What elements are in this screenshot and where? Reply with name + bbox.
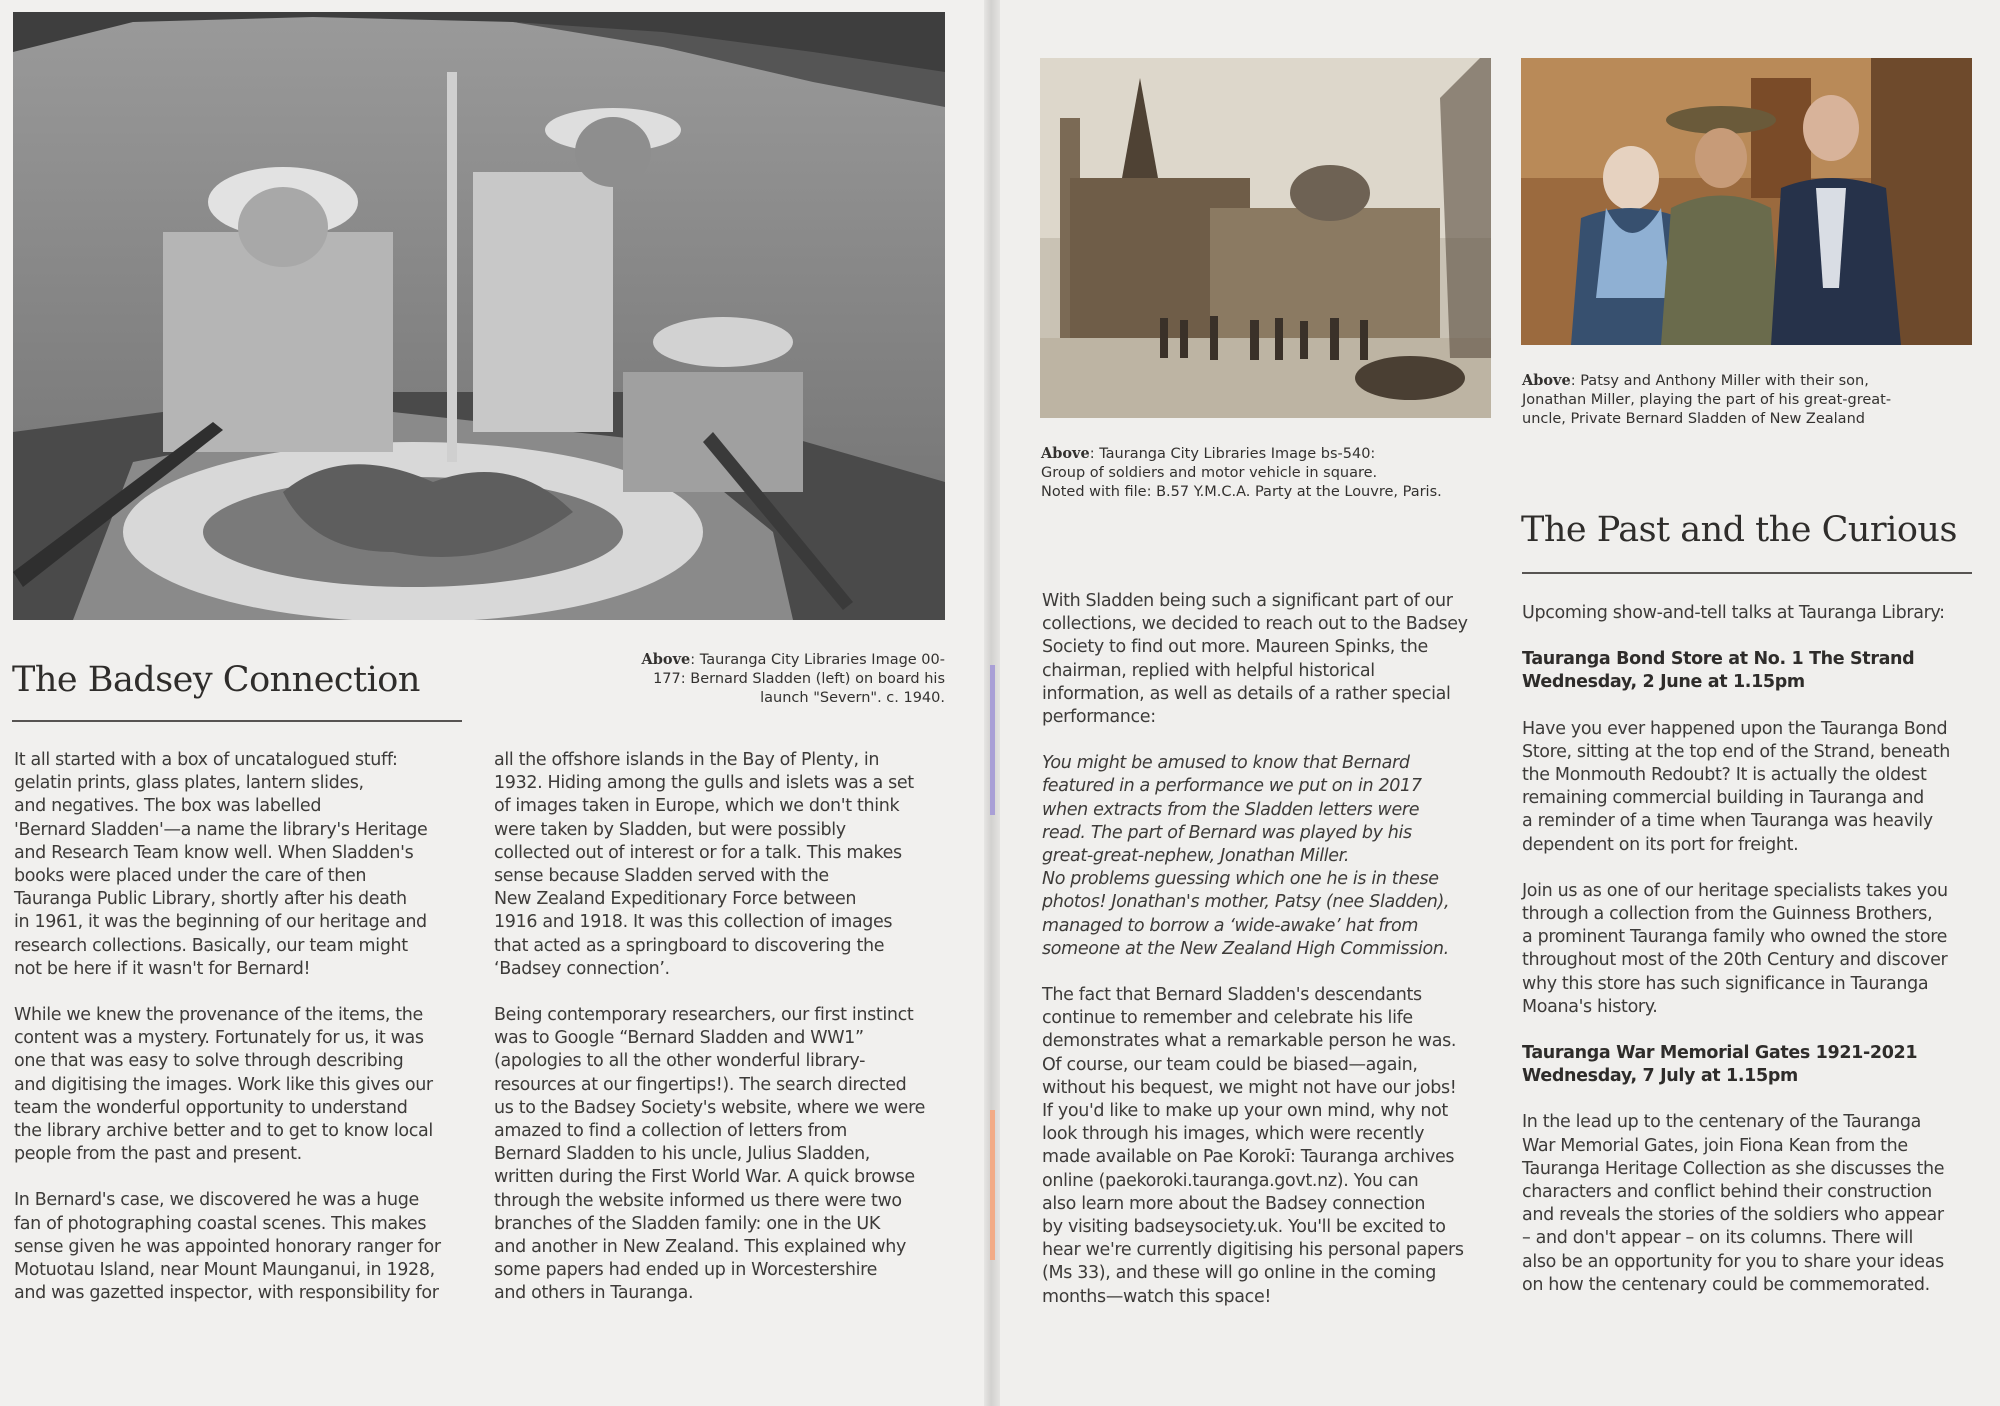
paragraph <box>14 1004 474 1166</box>
text-line: characters and conflict behind their construction <box>1522 1182 1932 1203</box>
text-line: Tauranga Heritage Collection as she discusses the <box>1522 1158 1945 1179</box>
text-line: someone at the New Zealand High Commission. <box>1042 938 1449 959</box>
text-line: continue to remember and celebrate his life <box>1042 1008 1413 1029</box>
text-line: 1916 and 1918. It was this collection of images <box>494 912 893 933</box>
event-date: Wednesday, 2 June at 1.15pm <box>1522 672 1805 693</box>
text-line: a reminder of a time when Tauranga was heavily <box>1522 811 1933 832</box>
sidebar-intro: Upcoming show-and-tell talks at Tauranga Library: <box>1522 603 1945 623</box>
text-line: amazed to find a collection of letters from <box>494 1121 847 1142</box>
text-line: and negatives. The box was labelled <box>14 796 322 817</box>
text-line: not be here if it wasn't for Bernard! <box>14 958 311 979</box>
text-line: and others in Tauranga. <box>494 1283 694 1304</box>
sidebar-title-underline <box>1522 572 1972 574</box>
text-line: While we knew the provenance of the items, the <box>14 1005 423 1026</box>
text-line: Have you ever happened upon the Tauranga Bond <box>1522 718 1948 739</box>
text-line: on how the centenary could be commemorated. <box>1522 1274 1930 1295</box>
text-line: dependent on its port for freight. <box>1522 834 1799 855</box>
text-line: a prominent Tauranga family who owned the store <box>1522 927 1948 948</box>
text-line: collections, we decided to reach out to the Badsey <box>1042 614 1468 635</box>
text-line: made available on Pae Korokī: Tauranga archives <box>1042 1147 1455 1168</box>
event-date: Wednesday, 7 July at 1.15pm <box>1522 1066 1798 1087</box>
text-line: by visiting badseysociety.uk. You'll be excited to <box>1042 1217 1446 1238</box>
text-line: people from the past and present. <box>14 1144 302 1165</box>
text-line: look through his images, which were recently <box>1042 1124 1425 1145</box>
caption-label: Above <box>641 651 691 668</box>
text-line: throughout most of the 20th Century and discover <box>1522 950 1948 971</box>
text-line: content was a mystery. Fortunately for us, it was <box>14 1028 424 1049</box>
paragraph <box>14 1189 474 1305</box>
caption-text: : Tauranga City Libraries Image 00-177: Bernard Sladden (left) on board his launch "Severn". c. 1940. <box>653 652 945 706</box>
paragraph <box>1522 880 1982 1019</box>
text-line: written during the First World War. A quick browse <box>494 1167 915 1188</box>
title-underline <box>12 720 462 722</box>
text-line: were taken by Sladden, but were possibly <box>494 819 846 840</box>
text-line: It all started with a box of uncatalogued stuff: <box>14 750 398 770</box>
text-line: branches of the Sladden family: one in the UK <box>494 1213 880 1234</box>
text-line: when extracts from the Sladden letters were <box>1042 799 1420 820</box>
sidebar-title: The Past and the Curious <box>1521 510 1957 550</box>
text-line: photos! Jonathan's mother, Patsy (nee Sladden), <box>1042 892 1450 913</box>
text-line: (Ms 33), and these will go online in the coming <box>1042 1263 1437 1284</box>
text-line: in 1961, it was the beginning of our heritage and <box>14 912 427 933</box>
caption-line: : Patsy and Anthony Miller with their son, <box>1570 373 1869 389</box>
text-line: gelatin prints, glass plates, lantern slides, <box>14 773 364 794</box>
miller-family-photo <box>1521 58 1972 345</box>
text-line: resources at our fingertips!). The search directed <box>494 1074 907 1095</box>
text-line: ‘Badsey connection’. <box>494 958 670 979</box>
text-line: Bernard Sladden to his uncle, Julius Sladden, <box>494 1144 871 1165</box>
text-line: read. The part of Bernard was played by his <box>1042 822 1412 843</box>
text-line: 'Bernard Sladden'—a name the library's Heritage <box>14 819 428 840</box>
section-title: The Badsey Connection <box>12 660 420 700</box>
paragraph <box>494 749 954 981</box>
text-line: and was gazetted inspector, with responsibility for <box>14 1283 439 1304</box>
text-line: War Memorial Gates, join Fiona Kean from the <box>1522 1135 1908 1156</box>
text-line: featured in a performance we put on in 2017 <box>1042 776 1422 797</box>
text-line: one that was easy to solve through describing <box>14 1051 404 1072</box>
text-line: remaining commercial building in Tauranga and <box>1522 788 1924 809</box>
text-line: the Monmouth Redoubt? It is actually the oldest <box>1522 765 1927 786</box>
caption-line: Noted with file: B.57 Y.M.C.A. Party at the Louvre, Paris. <box>1041 484 1442 500</box>
text-line: was to Google “Bernard Sladden and WW1” <box>494 1028 864 1049</box>
text-line: hear we're currently digitising his personal papers <box>1042 1240 1464 1261</box>
text-line: In the lead up to the centenary of the Tauranga <box>1522 1112 1922 1133</box>
text-line: Society to find out more. Maureen Spinks, the <box>1042 637 1428 658</box>
text-line: and Research Team know well. When Sladden's <box>14 842 414 863</box>
text-line: and digitising the images. Work like this gives our <box>14 1074 433 1095</box>
text-line: and another in New Zealand. This explained why <box>494 1237 907 1258</box>
paragraph <box>1522 1111 1982 1297</box>
text-line: Motuotau Island, near Mount Maunganui, in 1928, <box>14 1260 435 1281</box>
paragraph <box>494 1004 954 1306</box>
purple-page-tab <box>990 665 995 815</box>
paris-photo-caption <box>1041 444 1501 502</box>
text-line: why this store has such significance in Tauranga <box>1522 973 1929 994</box>
paragraph <box>1522 718 1982 857</box>
text-line: New Zealand Expeditionary Force between <box>494 889 857 910</box>
text-column-3 <box>1042 590 1512 1332</box>
text-line: fan of photographing coastal scenes. This makes <box>14 1213 427 1234</box>
text-line: great-great-nephew, Jonathan Miller. <box>1042 846 1350 867</box>
text-line: The fact that Bernard Sladden's descendants <box>1042 985 1422 1006</box>
text-line: – and don't appear – on its columns. There will <box>1522 1228 1914 1249</box>
text-line: also learn more about the Badsey connection <box>1042 1193 1426 1214</box>
text-line: sense given he was appointed honorary ranger for <box>14 1236 441 1257</box>
text-column-1 <box>14 749 474 1328</box>
caption-label: Above <box>1041 445 1090 462</box>
text-line: through a collection from the Guinness Brothers, <box>1522 904 1933 925</box>
text-line: also be an opportunity for you to share your ideas <box>1522 1251 1944 1272</box>
text-line: the library archive better and to get to know local <box>14 1121 433 1142</box>
text-line: Tauranga Public Library, shortly after his death <box>14 889 407 910</box>
text-line: sense because Sladden served with the <box>494 866 829 887</box>
paragraph <box>1042 752 1512 961</box>
text-line: through the website informed us there were two <box>494 1190 902 1211</box>
text-line: demonstrates what a remarkable person he was. <box>1042 1031 1457 1052</box>
text-line: and reveals the stories of the soldiers who appear <box>1522 1205 1944 1226</box>
text-line: research collections. Basically, our team might <box>14 935 408 956</box>
text-line: Moana's history. <box>1522 996 1658 1017</box>
text-line: chairman, replied with helpful historical <box>1042 660 1375 681</box>
text-line: collected out of interest or for a talk. This makes <box>494 842 902 863</box>
text-line: Of course, our team could be biased—again, <box>1042 1054 1418 1075</box>
text-line: If you'd like to make up your own mind, why not <box>1042 1101 1448 1122</box>
caption-line: uncle, Private Bernard Sladden of New Zealand <box>1522 411 1865 427</box>
paris-square-photo <box>1040 58 1491 418</box>
text-line: Join us as one of our heritage specialists takes you <box>1522 880 1948 901</box>
text-line: books were placed under the care of then <box>14 866 367 887</box>
event-title: Tauranga Bond Store at No. 1 The Strand <box>1522 649 1915 670</box>
text-line: managed to borrow a ‘wide-awake’ hat from <box>1042 915 1419 936</box>
event-title: Tauranga War Memorial Gates 1921-2021 <box>1522 1043 1918 1064</box>
boat-photo-caption <box>620 650 945 708</box>
text-line: performance: <box>1042 707 1156 728</box>
paragraph <box>14 749 474 981</box>
family-photo-caption <box>1522 371 1972 429</box>
text-line: months—watch this space! <box>1042 1286 1272 1307</box>
text-line: Being contemporary researchers, our first instinct <box>494 1005 914 1026</box>
text-line: us to the Badsey Society's website, where we were <box>494 1097 925 1118</box>
text-column-2 <box>494 749 954 1329</box>
text-line: team the wonderful opportunity to understand <box>14 1097 408 1118</box>
text-line: some papers had ended up in Worcestershire <box>494 1260 878 1281</box>
paragraph <box>1042 590 1512 729</box>
text-line: With Sladden being such a significant part of our <box>1042 591 1453 611</box>
text-line: 1932. Hiding among the gulls and islets was a set <box>494 773 914 794</box>
text-line: information, as well as details of a rather special <box>1042 683 1451 704</box>
sidebar-column <box>1522 602 1982 1320</box>
text-line: You might be amused to know that Bernard <box>1042 753 1410 774</box>
text-line: that acted as a springboard to discovering the <box>494 935 885 956</box>
boat-photo <box>13 12 945 620</box>
caption-line: Jonathan Miller, playing the part of his great-great- <box>1522 392 1892 408</box>
text-line: In Bernard's case, we discovered he was a huge <box>14 1190 419 1211</box>
caption-label: Above <box>1522 372 1571 389</box>
caption-line: : Tauranga City Libraries Image bs-540: <box>1089 446 1376 462</box>
paragraph <box>1042 984 1512 1309</box>
text-line: Store, sitting at the top end of the Strand, beneath <box>1522 741 1951 762</box>
text-line: online (paekoroki.tauranga.govt.nz). You can <box>1042 1170 1419 1191</box>
caption-line: Group of soldiers and motor vehicle in square. <box>1041 465 1378 481</box>
text-line: No problems guessing which one he is in these <box>1042 869 1439 890</box>
text-line: without his bequest, we might not have our jobs! <box>1042 1077 1457 1098</box>
text-line: of images taken in Europe, which we don't think <box>494 796 900 817</box>
orange-page-tab <box>990 1110 995 1260</box>
text-line: all the offshore islands in the Bay of Plenty, in <box>494 750 880 770</box>
text-line: (apologies to all the other wonderful library- <box>494 1051 866 1072</box>
